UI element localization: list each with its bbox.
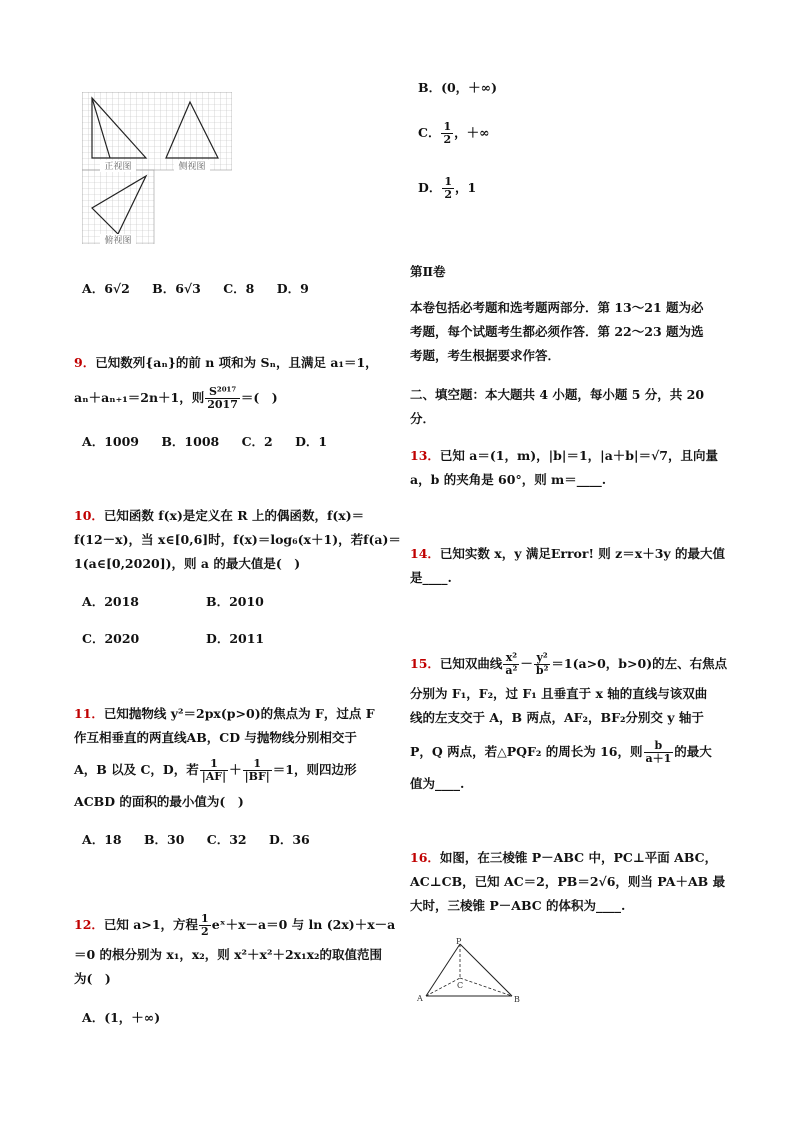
q13-line2: a，b 的夹角是 60°，则 m＝____. — [410, 472, 607, 487]
label-a: A — [417, 994, 423, 1003]
q9-option-a[interactable]: A．1009 — [82, 434, 139, 449]
q11-options — [82, 830, 328, 850]
q15-line2: 分别为 F₁，F₂，过 F₁ 且垂直于 x 轴的直线与该双曲 — [410, 686, 708, 701]
q9-number: 9． — [74, 355, 96, 370]
q9-line2: aₙ＋aₙ₊₁＝2n＋1，则 $\frac{\text{S²⁰¹⁷}}{2017}$ ＝( ) — [74, 385, 278, 411]
q10-line3: 1(a∈[0,2020])，则 a 的最大值是( ) — [74, 556, 301, 571]
q11-line1: 11．已知抛物线 y²＝2px(p>0)的焦点为 F，过点 F — [74, 706, 375, 721]
q16-line3: 大时，三棱锥 P－ABC 的体积为____. — [410, 898, 626, 913]
q15-line5: 值为____. — [410, 776, 465, 791]
q11-fraction-af: $\frac{1}{|AF|}$ — [201, 757, 227, 783]
q13-line1: 13．已知 a＝(1，m)，|b|＝1，|a＋b|＝√7，且向量 — [410, 448, 718, 463]
q12-line1: 12．已知 a>1，方程 $\frac{1}{2}$ eˣ＋x－a＝0 与 ln (2x)＋x－a — [74, 912, 396, 938]
side-view-label: 侧视图 — [178, 162, 206, 172]
q15-fraction-y: $\frac{\text{y²}}{\text{b²}}$ — [535, 651, 549, 677]
q12-option-d[interactable]: D． $\frac{1}{2}$ ，1 — [418, 175, 477, 201]
q11-option-d[interactable]: D．36 — [269, 832, 310, 847]
q15-line1: 15．已知双曲线 $\frac{\text{x²}}{\text{a²}}$ － $\frac{\text{y²}}{\text{b²}}$ ＝1(a>0，b>0)的左、右焦点 — [410, 651, 728, 677]
q12-line2: ＝0 的根分别为 x₁，x₂，则 x²＋x²＋2x₁x₂的取值范围 — [74, 947, 383, 962]
q8-option-b[interactable]: B．6√3 — [152, 281, 201, 296]
q8-option-a[interactable]: A．6√2 — [82, 281, 130, 296]
q10-line2: f(12－x)，当 x∈[0,6]时，f(x)＝log₆(x＋1)，若f(a)＝ — [74, 532, 401, 547]
q16-number: 16． — [410, 850, 440, 865]
q11-line2: 作互相垂直的两直线AB，CD 与抛物线分别相交于 — [74, 730, 357, 745]
q14-number: 14． — [410, 546, 440, 561]
q11-number: 11． — [74, 706, 104, 721]
top-view-label: 俯视图 — [104, 236, 132, 244]
q13-number: 13． — [410, 448, 440, 463]
q12-option-c[interactable]: C． $\frac{1}{2}$ ，＋∞ — [418, 120, 490, 146]
q10-line1: 10．已知函数 f(x)是定义在 R 上的偶函数，f(x)＝ — [74, 508, 365, 523]
q11-option-a[interactable]: A．18 — [82, 832, 122, 847]
front-view-label: 正视图 — [104, 162, 132, 172]
q14-line2: 是____. — [410, 570, 452, 585]
q12-fraction: $\frac{1}{2}$ — [201, 912, 209, 938]
label-p: P — [456, 937, 462, 946]
label-c: C — [457, 981, 464, 990]
q15-line4: P，Q 两点，若△PQF₂ 的周长为 16，则 $\frac{b}{a+1}$ 的最大 — [410, 739, 712, 765]
q11-fraction-bf: $\frac{1}{|BF|}$ — [244, 757, 270, 783]
q9-line1: 9．已知数列{aₙ}的前 n 项和为 Sₙ，且满足 a₁＝1， — [74, 355, 378, 370]
q8-option-d[interactable]: D．9 — [276, 281, 309, 296]
part2-intro: 本卷包括必考题和选考题两部分．第 13～21 题为必 考题，每个试题考生都必须作答．第 22～23 题为选 考题，考生根据要求作答． — [410, 300, 704, 363]
q11-line4: ACBD 的面积的最小值为( ) — [74, 794, 244, 809]
q8-option-c[interactable]: C．8 — [223, 281, 255, 296]
tetrahedron-figure — [414, 936, 526, 1008]
q12-line3: 为( ) — [74, 971, 111, 986]
q12-option-b[interactable]: B．(0，＋∞) — [418, 80, 498, 95]
q15-line3: 线的左支交于 A，B 两点，AF₂，BF₂分别交 y 轴于 — [410, 710, 704, 725]
q10-option-d[interactable]: D．2011 — [206, 631, 265, 646]
q11-option-b[interactable]: B．30 — [143, 832, 185, 847]
q9-fraction: $\frac{\text{S²⁰¹⁷}}{2017}$ — [207, 385, 238, 411]
q11-option-c[interactable]: C．32 — [206, 832, 247, 847]
section-fill-in: 二、填空题：本大题共 4 小题，每小题 5 分，共 20 分． — [410, 387, 705, 426]
q10-option-b[interactable]: B．2010 — [206, 594, 264, 609]
q15-number: 15． — [410, 656, 440, 671]
q16-line2: AC⊥CB，已知 AC＝2，PB＝2√6，则当 PA＋AB 最 — [410, 874, 726, 889]
label-b: B — [514, 995, 520, 1004]
q12-number: 12． — [74, 917, 104, 932]
q9-options — [82, 432, 345, 452]
q15-fraction-x: $\frac{\text{x²}}{\text{a²}}$ — [505, 651, 518, 677]
q9-option-b[interactable]: B．1008 — [161, 434, 220, 449]
q10-option-a[interactable]: A．2018 — [82, 594, 139, 609]
q15-fraction-b: $\frac{b}{a+1}$ — [645, 739, 672, 765]
q9-option-c[interactable]: C．2 — [241, 434, 273, 449]
q10-number: 10． — [74, 508, 104, 523]
q12-option-d-fraction: $\frac{1}{2}$ — [444, 175, 452, 201]
q16-line1: 16．如图，在三棱锥 P－ABC 中，PC⊥平面 ABC， — [410, 850, 718, 865]
q9-option-d[interactable]: D．1 — [295, 434, 328, 449]
q12-option-a[interactable]: A．(1，＋∞) — [82, 1010, 161, 1025]
q11-line3: A，B 以及 C，D，若 $\frac{1}{|AF|}$ ＋ $\frac{1}{|BF|}$ ＝1，则四边形 — [74, 757, 357, 783]
q14-line1: 14．已知实数 x，y 满足Error! 则 z＝x＋3y 的最大值 — [410, 546, 726, 561]
q10-option-c[interactable]: C．2020 — [82, 631, 140, 646]
part2-title: 第Ⅱ卷 — [410, 264, 446, 279]
three-view-figure — [82, 92, 232, 244]
q8-options — [82, 279, 327, 299]
q12-option-c-fraction: $\frac{1}{2}$ — [443, 120, 452, 146]
